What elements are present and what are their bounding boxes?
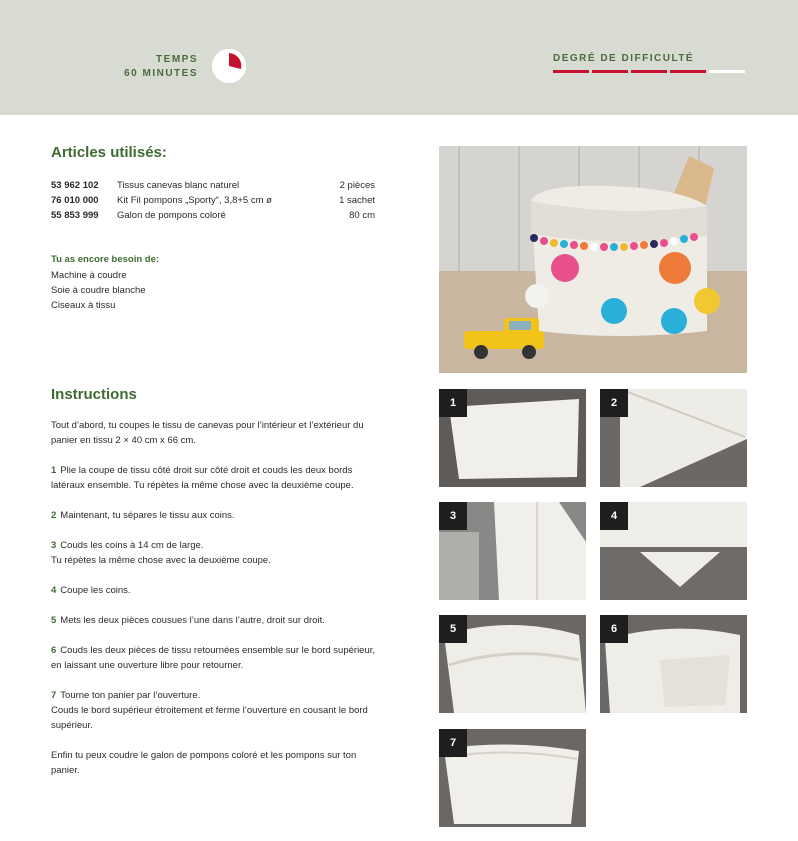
time-value: 60 MINUTES (124, 68, 198, 79)
instruction-step (51, 508, 381, 523)
step-number: 7 (51, 690, 57, 701)
step-number: 1 (51, 465, 57, 476)
step-text: Mets les deux pièces cousues l’une dans l’autre, droit sur droit. (60, 615, 325, 626)
article-code: 55 853 999 (51, 210, 99, 221)
needs-list (51, 268, 146, 313)
list-item: Machine à coudre (51, 270, 127, 281)
instruction-step (51, 643, 381, 673)
step-text-extra: Tu répètes la même chose avec la deuxième coupe. (51, 555, 271, 566)
step-text: Plie la coupe de tissu côté droit sur côté droit et couds les deux bords latéraux ensemble. Tu répètes la même chose avec la deuxième coupe. (51, 465, 354, 491)
difficulty-label: DEGRÉ DE DIFFICULTÉ (553, 53, 695, 64)
step-photo-6 (600, 615, 747, 713)
step-badge: 5 (439, 615, 467, 643)
step-photo-5 (439, 615, 586, 713)
time-info (124, 53, 198, 81)
step-text: Couds les coins à 14 cm de large. (60, 540, 204, 551)
instruction-step (51, 688, 381, 733)
difficulty-segment (631, 70, 667, 73)
article-qty: 80 cm (349, 210, 375, 221)
step-photo-2 (600, 389, 747, 487)
articles-title: Articles utilisés: (51, 144, 167, 161)
article-qty: 1 sachet (339, 195, 375, 206)
product-photo (439, 146, 747, 373)
step-photo-4 (600, 502, 747, 600)
difficulty-segment (709, 70, 745, 73)
step-text: Couds les deux pièces de tissu retournées ensemble sur le bord supérieur, en laissant une ouverture libre pour retourner. (51, 645, 376, 671)
difficulty-segment (592, 70, 628, 73)
article-name: Tissus canevas blanc naturel (117, 180, 240, 191)
step-text: Maintenant, tu sépares le tissu aux coins. (60, 510, 235, 521)
table-row (51, 193, 375, 208)
list-item: Ciseaux à tissu (51, 300, 116, 311)
step-text: Tourne ton panier par l’ouverture. (60, 690, 201, 701)
step-badge: 6 (600, 615, 628, 643)
list-item: Soie à coudre blanche (51, 285, 146, 296)
step-number: 6 (51, 645, 57, 656)
step-badge: 7 (439, 729, 467, 757)
step-badge: 1 (439, 389, 467, 417)
step-number: 4 (51, 585, 57, 596)
clock-icon (212, 49, 246, 83)
step-number: 3 (51, 540, 57, 551)
step-photo-3 (439, 502, 586, 600)
instructions-intro: Tout d’abord, tu coupes le tissu de canevas pour l’intérieur et l’extérieur du panier en tissu 2 × 40 cm x 66 cm. (51, 420, 364, 446)
step-badge: 4 (600, 502, 628, 530)
step-text-extra: Couds le bord supérieur étroitement et ferme l’ouverture en cousant le bord supérieur. (51, 705, 368, 731)
needs-title: Tu as encore besoin de: (51, 254, 160, 265)
step-badge: 3 (439, 502, 467, 530)
instructions-body (51, 418, 381, 793)
article-code: 76 010 000 (51, 195, 99, 206)
table-row (51, 178, 375, 193)
difficulty-segment (553, 70, 589, 73)
instruction-step (51, 463, 381, 493)
step-photo-7 (439, 729, 586, 827)
instruction-step (51, 538, 381, 568)
articles-table (51, 178, 375, 223)
instructions-title: Instructions (51, 386, 137, 403)
instruction-step (51, 613, 381, 628)
instructions-outro: Enfin tu peux coudre le galon de pompons coloré et les pompons sur ton panier. (51, 750, 357, 776)
difficulty-segment (670, 70, 706, 73)
table-row (51, 208, 375, 223)
article-code: 53 962 102 (51, 180, 99, 191)
time-label: TEMPS (156, 54, 198, 65)
step-number: 5 (51, 615, 57, 626)
instruction-step (51, 583, 381, 598)
article-name: Galon de pompons coloré (117, 210, 226, 221)
step-number: 2 (51, 510, 57, 521)
header-band (0, 0, 798, 115)
step-badge: 2 (600, 389, 628, 417)
step-photo-1 (439, 389, 586, 487)
step-text: Coupe les coins. (60, 585, 131, 596)
article-qty: 2 pièces (339, 180, 375, 191)
article-name: Kit Fil pompons „Sporty“, 3,8+5 cm ø (117, 195, 272, 206)
